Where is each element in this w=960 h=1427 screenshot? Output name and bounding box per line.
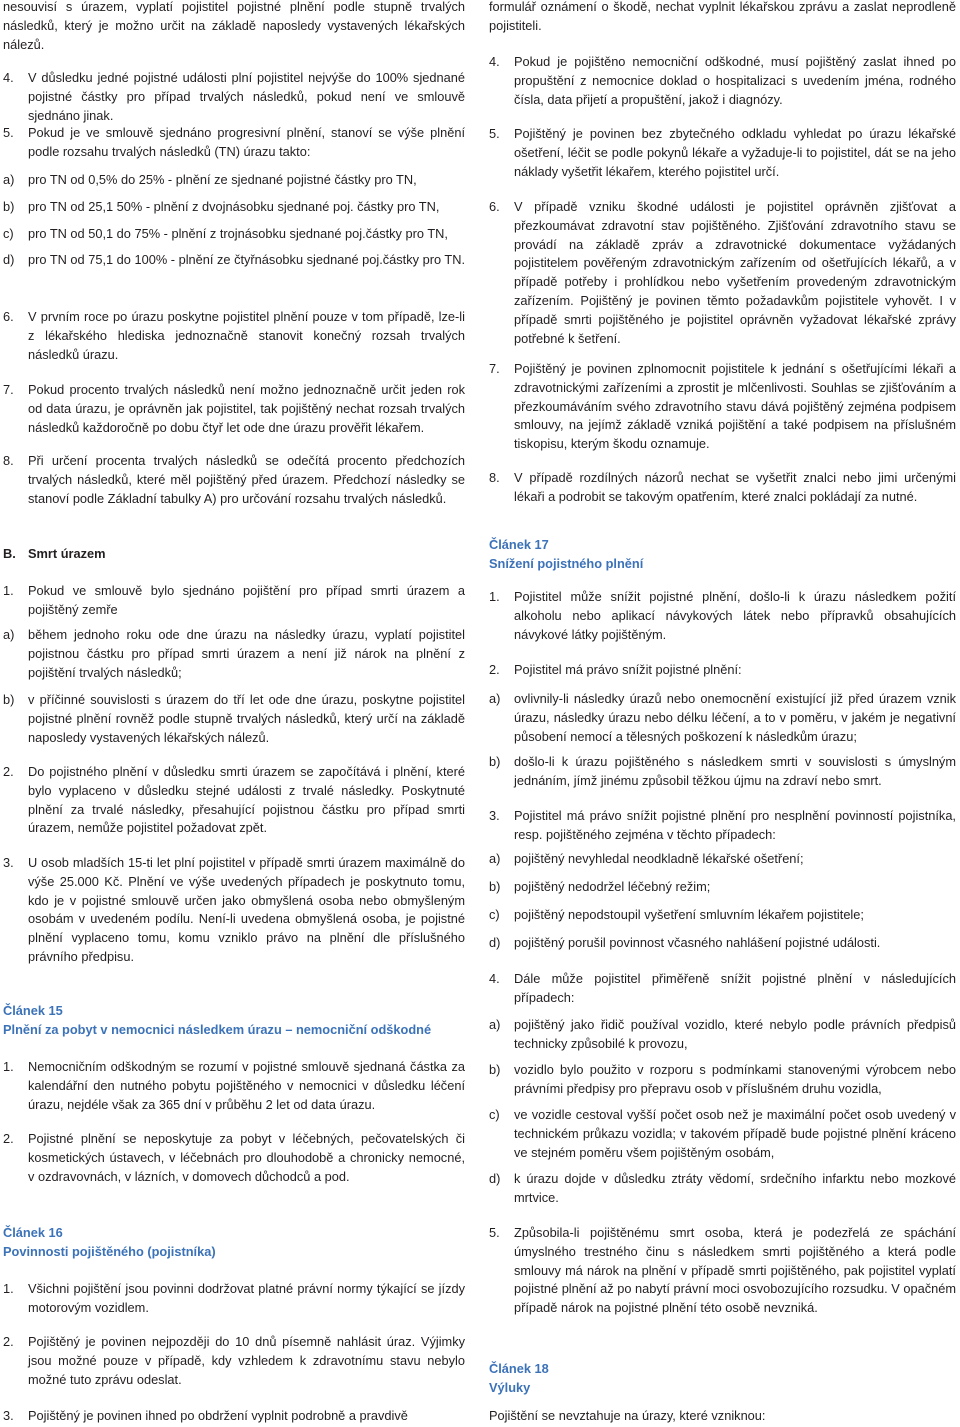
item-text: Pokud je ve smlouvě sjednáno progresivní plnění, stanoví se výše plnění podle rozsahu trvalých následků (TN) úrazu takto: [28,125,465,159]
article-16-item-8 [489,469,956,507]
sub-item-text: pojištěný nevyhledal neodkladně lékařské ošetření; [514,851,804,866]
item-text: Pojistné plnění se neposkytuje za pobyt v léčebných, pečovatelských či kosmetických ústavech, v léčebnách pro dlouhodobě a chronicky nemocné, v ozdravovnách, v lázních, v domovech důchodců a pod. [28,1131,465,1184]
item-text: V důsledku jedné pojistné události plní pojistitel nejvýše do 100% sjednané pojistné částky pro případ trvalých následků, pokud není ve smlouvě sjednáno jinak. [28,70,465,123]
item-text: Pokud procento trvalých následků není možno jednoznačně určit jeden rok od data úrazu, je oprávněn jak pojistitel, tak pojištěný nechat rozsah trvalých následků každoročně po dobu čtyř let ode dne úrazu prověřit lékařem. [28,382,465,435]
item-number: 8. [489,470,500,485]
article-17-item-3-sub-b [489,878,956,897]
sub-item-label: c) [489,907,500,922]
sub-item-text: pro TN od 50,1 do 75% - plnění z trojnásobku sjednané poj.částky pro TN, [28,226,448,241]
item-number: 2. [3,1131,14,1146]
item-number: 6. [3,309,14,324]
article-15-heading [3,1002,465,1040]
article-17-item-4-sub-a [489,1016,956,1054]
article-17-item-3-sub-a [489,850,956,869]
item-text: Do pojistného plnění v důsledku smrti úrazem se započítává i plnění, které bylo vyplaceno v důsledku stejné události z trvalé následky. Poskytnuté plnění za trvalé následky, přesahující pojistnou částku pro případ smrti úrazem, nemůže pojistitel požadovat zpět. [28,764,465,836]
article-16-item-1 [3,1280,465,1318]
item-number: 7. [489,361,500,376]
article-16-heading [3,1224,465,1262]
item-text: Pojištěný je povinen bez zbytečného odkladu vyhledat po úrazu lékařské ošetření, léčit se podle pokynů lékaře a vyžaduje-li to pojistitel, dát se na jeho náklady vyšetřit lékařem, kterého pojistitel určí. [514,126,956,179]
section-a-item-5 [3,124,465,162]
sub-item-text: pojištěný jako řidič používal vozidlo, které nebylo podle právních předpisů technicky způsobilé k provozu, [514,1017,956,1051]
article-title: Povinnosti pojištěného (pojistníka) [3,1243,216,1259]
article-16-item-2 [3,1333,465,1389]
item-number: 3. [3,855,14,870]
article-17-item-3 [489,807,956,845]
sub-item-label: a) [489,851,501,866]
item-text: V případě rozdílných názorů nechat se vyšetřit znalci nebo jimi určenými lékaři a podrobit se takovým opatřením, které znalci pokládají za nutné. [514,470,956,504]
item-number: 3. [489,808,500,823]
article-16-item-7 [489,360,956,454]
article-16-item-4 [489,53,956,109]
item-number: 6. [489,199,500,214]
item-number: 5. [489,1225,500,1240]
article-17-item-4-sub-c [489,1106,956,1162]
article-17-item-2-sub-b [489,753,956,791]
item-text: Pojistitel má právo snížit pojistné plnění pro nesplnění povinností pojistníka, resp. pojištěného zejména v těchto případech: [514,808,956,842]
sub-item-text: vozidlo bylo použito v rozporu s podmínkami stanovenými výrobcem nebo právními předpisy pro přepravu osob v příslušném druhu vozidla, [514,1062,956,1096]
sub-item-label: c) [3,226,14,241]
right-column [489,0,956,1427]
item-number: 3. [3,1408,14,1423]
item-number: 2. [489,662,500,677]
sub-item-text: pojištěný nepodstoupil vyšetření smluvním lékařem pojistitele; [514,907,864,922]
article-16-item-3 [3,1407,465,1426]
sub-item-label: a) [489,691,501,706]
sub-item-label: d) [489,1171,501,1186]
item-number: 5. [3,125,14,140]
sub-item-text: v příčinné souvislosti s úrazem do tří let ode dne úrazu, poskytne pojistitel pojistné plnění rovněž podle stupně trvalých následků, který určí na základě naposledy vystavených lékařských nálezů. [28,692,465,745]
section-a-continuation-text: nesouvisí s úrazem, vyplatí pojistitel pojistné plnění podle stupně trvalých následků, který je možno určit na základě naposledy vystavených lékařských nálezů. [3,0,465,52]
article-15-item-2 [3,1130,465,1186]
section-b-item-2 [3,763,465,838]
item-number: 5. [489,126,500,141]
section-b-heading [3,545,465,564]
article-label: Článek 17 [489,537,549,552]
article-17-item-3-sub-d [489,934,956,953]
article-17-item-2 [489,661,956,680]
sub-item-text: pro TN od 75,1 do 100% - plnění ze čtyřnásobku sjednané poj.částky pro TN. [28,252,466,267]
item-text: Pojistitel může snížit pojistné plnění, došlo-li k úrazu následkem požití alkoholu nebo aplikací návykových látek nebo přípravků obsahujících návykové látky pojištěným. [514,589,956,642]
article-18-heading [489,1360,956,1398]
article-17-item-5 [489,1224,956,1318]
item-number: 4. [489,971,500,986]
item-number: 8. [3,453,14,468]
item-number: 1. [3,1059,14,1074]
item-text: Nemocničním odškodným se rozumí v pojistné smlouvě sjednaná částka za kalendářní den nutného pobytu pojištěného v nemocnici v důsledku léčení úrazu, nejdéle však za 365 dní v průběhu 2 let od data úrazu. [28,1059,465,1112]
item-number: 4. [3,70,14,85]
article-16-item-3-continued: formulář oznámení o škodě, nechat vyplnit lékařskou zprávu a zaslat neprodleně pojistiteli. [489,0,956,33]
sub-item-label: a) [3,627,15,642]
section-b-item-1-sub-a [3,626,465,682]
item-text: Pokud je pojištěno nemocniční odškodné, musí pojištěný zaslat ihned po propuštění z nemocnice doklad o hospitalizaci s uvedením jména, rodného čísla, data přijetí a propuštění, jakož i diagnózy. [514,54,956,107]
sub-item-label: b) [489,1062,501,1077]
item-text: Pojištěný je povinen zplnomocnit pojistitele k jednání s ošetřujícími lékaři a zdravotnickými zařízeními a zprostit je mlčenlivosti. Souhlas se zjišťováním a přezkoumáváním svého zdravotního stavu dává pojištěný zejména podpisem smlouvy, na jejímž základě vzniká pojištění a také podpisem na příslušném tiskopisu, kterým škodu oznamuje. [514,361,956,452]
sub-item-label: d) [489,935,501,950]
article-title: Plnění za pobyt v nemocnici následkem úrazu – nemocniční odškodné [3,1021,432,1037]
article-17-item-4 [489,970,956,1008]
article-15-item-1 [3,1058,465,1114]
item-number: 4. [489,54,500,69]
item-text: Způsobila-li pojištěnému smrt osoba, která je podezřelá ze spáchání úmyslného trestného činu s následkem smrti pojištěného a která podle smlouvy má nárok na plnění v případě smrti pojištěného, pak pojistitel vyplatí pojistné plnění až po nabytí právní moci osvobozujícího rozsudku. V opačném případě nárok na pojistné plnění této osobě nevzniká. [514,1225,956,1316]
item-text: Všichni pojištění jsou povinni dodržovat platné právní normy týkající se jízdy motorovým vozidlem. [28,1281,465,1315]
section-a-item-5-sub-c [3,225,465,244]
sub-item-text: k úrazu dojde v důsledku ztráty vědomí, srdečního infarktu nebo mozkové mrtvice. [514,1171,956,1205]
sub-item-label: b) [3,692,15,707]
sub-item-label: b) [489,879,501,894]
article-title: Snížení pojistného plnění [489,555,644,571]
item-text: Pojištěný je povinen ihned po obdržení vyplnit podrobně a pravdivě [28,1408,408,1423]
item-number: 7. [3,382,14,397]
article-17-item-2-sub-a [489,690,956,746]
section-a-item-5-sub-a [3,171,465,190]
section-b-item-1-sub-b [3,691,465,747]
sub-item-text: došlo-li k úrazu pojištěného s následkem smrti v souvislosti s úmyslným jednáním, jímž jinému způsobil těžkou újmu na zdraví nebo smrt. [514,754,956,788]
sub-item-label: d) [3,252,15,267]
item-text: Pokud ve smlouvě bylo sjednáno pojištění pro případ smrti úrazem a pojištěný zemře [28,583,465,617]
section-a-item-7 [3,381,465,437]
item-number: 1. [3,1281,14,1296]
sub-item-text: ve vozidle cestoval vyšší počet osob než je maximální počet osob uvedený v technickém průkazu vozidla; v takovém případě bude pojistné plnění kráceno ve stejném poměru všem pojištěným osobám, [514,1107,956,1160]
article-17-heading [489,536,956,574]
sub-item-text: pro TN od 25,1 50% - plnění z dvojnásobku sjednané poj. částky pro TN, [28,199,440,214]
section-a-item-4 [3,69,465,125]
article-18-intro: Pojištění se nevztahuje na úrazy, které vzniknou: [489,1408,766,1423]
article-16-item-5 [489,125,956,181]
section-a-item-5-sub-b [3,198,465,217]
sub-item-text: pojištěný porušil povinnost včasného nahlášení pojistné události. [514,935,881,950]
sub-item-label: c) [489,1107,500,1122]
article-17-item-3-sub-c [489,906,956,925]
item-text: Pojištěný je povinen nejpozději do 10 dnů písemně nahlásit úraz. Výjimky jsou možné pouze v případě, kdy vzhledem k zdravotnímu stavu nebylo možné tuto zprávu odeslat. [28,1334,465,1387]
section-a-item-8 [3,452,465,508]
section-b-item-3 [3,854,465,967]
article-17-item-4-sub-d [489,1170,956,1208]
sub-item-text: ovlivnily-li následky úrazů nebo onemocnění existující již před úrazem vznik úrazu, následky úrazu nebo délku léčení, a to v poměru, v jakém je negativní působení nemocí a tělesných poškození k následkům úrazu; [514,691,956,744]
article-16-item-6 [489,198,956,348]
item-text: V prvním roce po úrazu poskytne pojistitel plnění pouze v tom případě, lze-li z lékařského hlediska jednoznačně stanovit konečný rozsah trvalých následků úrazu. [28,309,465,362]
section-label: B. [3,546,16,561]
section-b-item-1 [3,582,465,620]
sub-item-label: a) [3,172,15,187]
item-number: 1. [489,589,500,604]
sub-item-label: b) [489,754,501,769]
section-title: Smrt úrazem [28,546,106,561]
item-text: Při určení procenta trvalých následků se odečítá procento předchozích trvalých následků, které měl pojištěný před úrazem. Předchozí následky se stanoví podle Základní tabulky A) pro určování rozsahu trvalých následků. [28,453,465,506]
article-label: Článek 15 [3,1003,63,1018]
article-17-item-1 [489,588,956,644]
item-text: V případě vzniku škodné události je pojistitel oprávněn zjišťovat a přezkoumávat zdravotní stav pojištěného. Zjišťování zdravotního stavu se provádí na základě zpráv a zdravotnické dokumentace vyžádaných pojistitelem pověřeným zdravotnickým zařízením od ošetřujících lékařů, a v případě potřeby i prohlídkou nebo vyšetřením provedeným zdravotnickým zařízením. Pojištěný je povinen těmto požadavkům pojistitele vyhovět. I v případě smrti pojištěného je pojistitel oprávněn vyžadovat lékařské zprávy potřebné k šetření. [514,199,956,346]
sub-item-text: pro TN od 0,5% do 25% - plnění ze sjednané pojistné částky pro TN, [28,172,417,187]
left-column [3,0,465,1427]
section-a-item-5-sub-d [3,251,465,270]
item-text: U osob mladších 15-ti let plní pojistitel v případě smrti úrazem maximálně do výše 25.000 Kč. Plnění ve výše uvedených případech je poskytnuto tomu, kdo je v pojistné smlouvě určen jako obmyšlená osoba nebo obmyšleným osobám v uvedeném podílu. Není-li uvedena obmyšlená osoba, je pojistné plnění vyplaceno tomu, komu vzniklo právo na plnění dle příslušného právního předpisu. [28,855,465,964]
sub-item-label: a) [489,1017,501,1032]
sub-item-text: pojištěný nedodržel léčebný režim; [514,879,711,894]
sub-item-text: během jednoho roku ode dne úrazu na následky úrazu, vyplatí pojistitel pojistnou částku pro případ smrti úrazem a není již nárok na plnění z pojištění trvalých následků; [28,627,465,680]
item-number: 2. [3,764,14,779]
item-number: 2. [3,1334,14,1349]
sub-item-label: b) [3,199,15,214]
article-title: Výluky [489,1379,531,1395]
article-label: Článek 16 [3,1225,63,1240]
article-17-item-4-sub-b [489,1061,956,1099]
item-text: Dále může pojistitel přiměřeně snížit pojistné plnění v následujících případech: [514,971,956,1005]
section-a-item-6 [3,308,465,364]
article-label: Článek 18 [489,1361,549,1376]
item-text: Pojistitel má právo snížit pojistné plnění: [514,662,742,677]
item-number: 1. [3,583,14,598]
